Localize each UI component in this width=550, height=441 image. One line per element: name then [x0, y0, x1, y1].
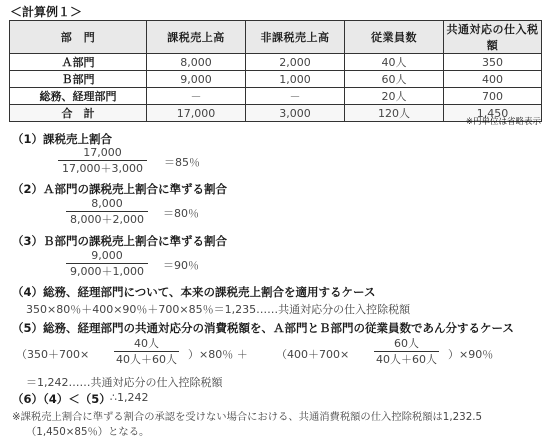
table-row [10, 88, 542, 105]
section-2-numerator: 8,000 [66, 196, 148, 212]
fraction-2-numerator: 60人 [374, 336, 439, 352]
section-2-denominator: 8,000＋2,000 [70, 213, 144, 226]
calculation-table [9, 20, 542, 122]
row-label: Ａ部門 [10, 54, 147, 71]
section-3-numerator: 9,000 [66, 248, 148, 264]
section-3-fraction [66, 248, 148, 279]
table-row [10, 71, 542, 88]
row-label: 合 計 [10, 105, 147, 122]
row-label: Ｂ部門 [10, 71, 147, 88]
section-6-conclusion: ∴1,242 [110, 391, 149, 404]
section-4-heading: （4）総務、経理部門について、本来の課税売上割合を適用するケース [12, 285, 376, 299]
cell-common-purchase-tax: 700 [444, 88, 542, 105]
section-1-result: ＝85％ [164, 156, 200, 169]
fraction-1-denominator: 40人＋60人 [116, 353, 177, 366]
cell-common-purchase-tax: 350 [444, 54, 542, 71]
cell-employees: 20人 [345, 88, 444, 105]
section-4-calculation: 350×80％＋400×90％＋700×85％＝1,235……共通対応分の仕入控除税額 [26, 303, 411, 316]
cell-taxable-sales: 8,000 [147, 54, 246, 71]
header-department: 部 門 [10, 21, 147, 54]
footnote-line-1: ※課税売上割合に準ずる割合の承認を受けない場合における、共通消費税額の仕入控除税額は1,232.5 [12, 411, 483, 423]
section-5-fraction-1 [114, 336, 179, 367]
cell-taxable-sales: － [147, 88, 246, 105]
cell-employees: 60人 [345, 71, 444, 88]
section-6-heading: （6）（4）＜（5） [12, 392, 111, 406]
header-common-purchase-tax: 共通対応の仕入税額 [444, 21, 542, 54]
section-1-fraction [58, 145, 147, 176]
section-5-part2-prefix: （400＋700× [276, 348, 350, 361]
section-5-part1-prefix: （350＋700× [16, 348, 90, 361]
section-1-heading: （1）課税売上割合 [12, 132, 113, 146]
section-5-fraction-2 [374, 336, 439, 367]
section-5-heading: （5）総務、経理部門の共通対応分の消費税額を、Ａ部門とＢ部門の従業員数であん分するケース [12, 321, 514, 335]
table-total-row [10, 105, 542, 122]
cell-employees: 40人 [345, 54, 444, 71]
cell-taxable-sales: 9,000 [147, 71, 246, 88]
row-label: 総務、経理部門 [10, 88, 147, 105]
table-row [10, 54, 542, 71]
cell-nontaxable-sales: 2,000 [246, 54, 345, 71]
section-1-numerator: 17,000 [58, 145, 147, 161]
section-3-result: ＝90％ [163, 259, 199, 272]
cell-common-purchase-tax: 1,450 [444, 105, 542, 122]
section-2-fraction [66, 196, 148, 227]
cell-nontaxable-sales: － [246, 88, 345, 105]
cell-nontaxable-sales: 1,000 [246, 71, 345, 88]
example-title: ＜計算例１＞ [10, 5, 83, 19]
table-header-row [10, 21, 542, 54]
header-nontaxable-sales: 非課税売上高 [246, 21, 345, 54]
header-taxable-sales: 課税売上高 [147, 21, 246, 54]
header-employees: 従業員数 [345, 21, 444, 54]
fraction-2-denominator: 40人＋60人 [376, 353, 437, 366]
section-5-result: ＝1,242……共通対応分の仕入控除税額 [26, 376, 223, 389]
fraction-1-numerator: 40人 [114, 336, 179, 352]
section-5-part2-suffix: ）×90％ [448, 348, 494, 361]
unit-note: ※円単位は省略表示 [465, 117, 541, 127]
footnote-line-2: （1,450×85％）となる。 [26, 426, 150, 438]
section-3-heading: （3）Ｂ部門の課税売上割合に準ずる割合 [12, 234, 227, 248]
section-1-denominator: 17,000＋3,000 [62, 162, 143, 175]
cell-nontaxable-sales: 3,000 [246, 105, 345, 122]
cell-common-purchase-tax: 400 [444, 71, 542, 88]
cell-taxable-sales: 17,000 [147, 105, 246, 122]
section-2-heading: （2）Ａ部門の課税売上割合に準ずる割合 [12, 182, 227, 196]
cell-employees: 120人 [345, 105, 444, 122]
section-3-denominator: 9,000＋1,000 [70, 265, 144, 278]
section-5-part1-suffix: ）×80％ ＋ [188, 348, 248, 361]
section-2-result: ＝80％ [163, 207, 199, 220]
